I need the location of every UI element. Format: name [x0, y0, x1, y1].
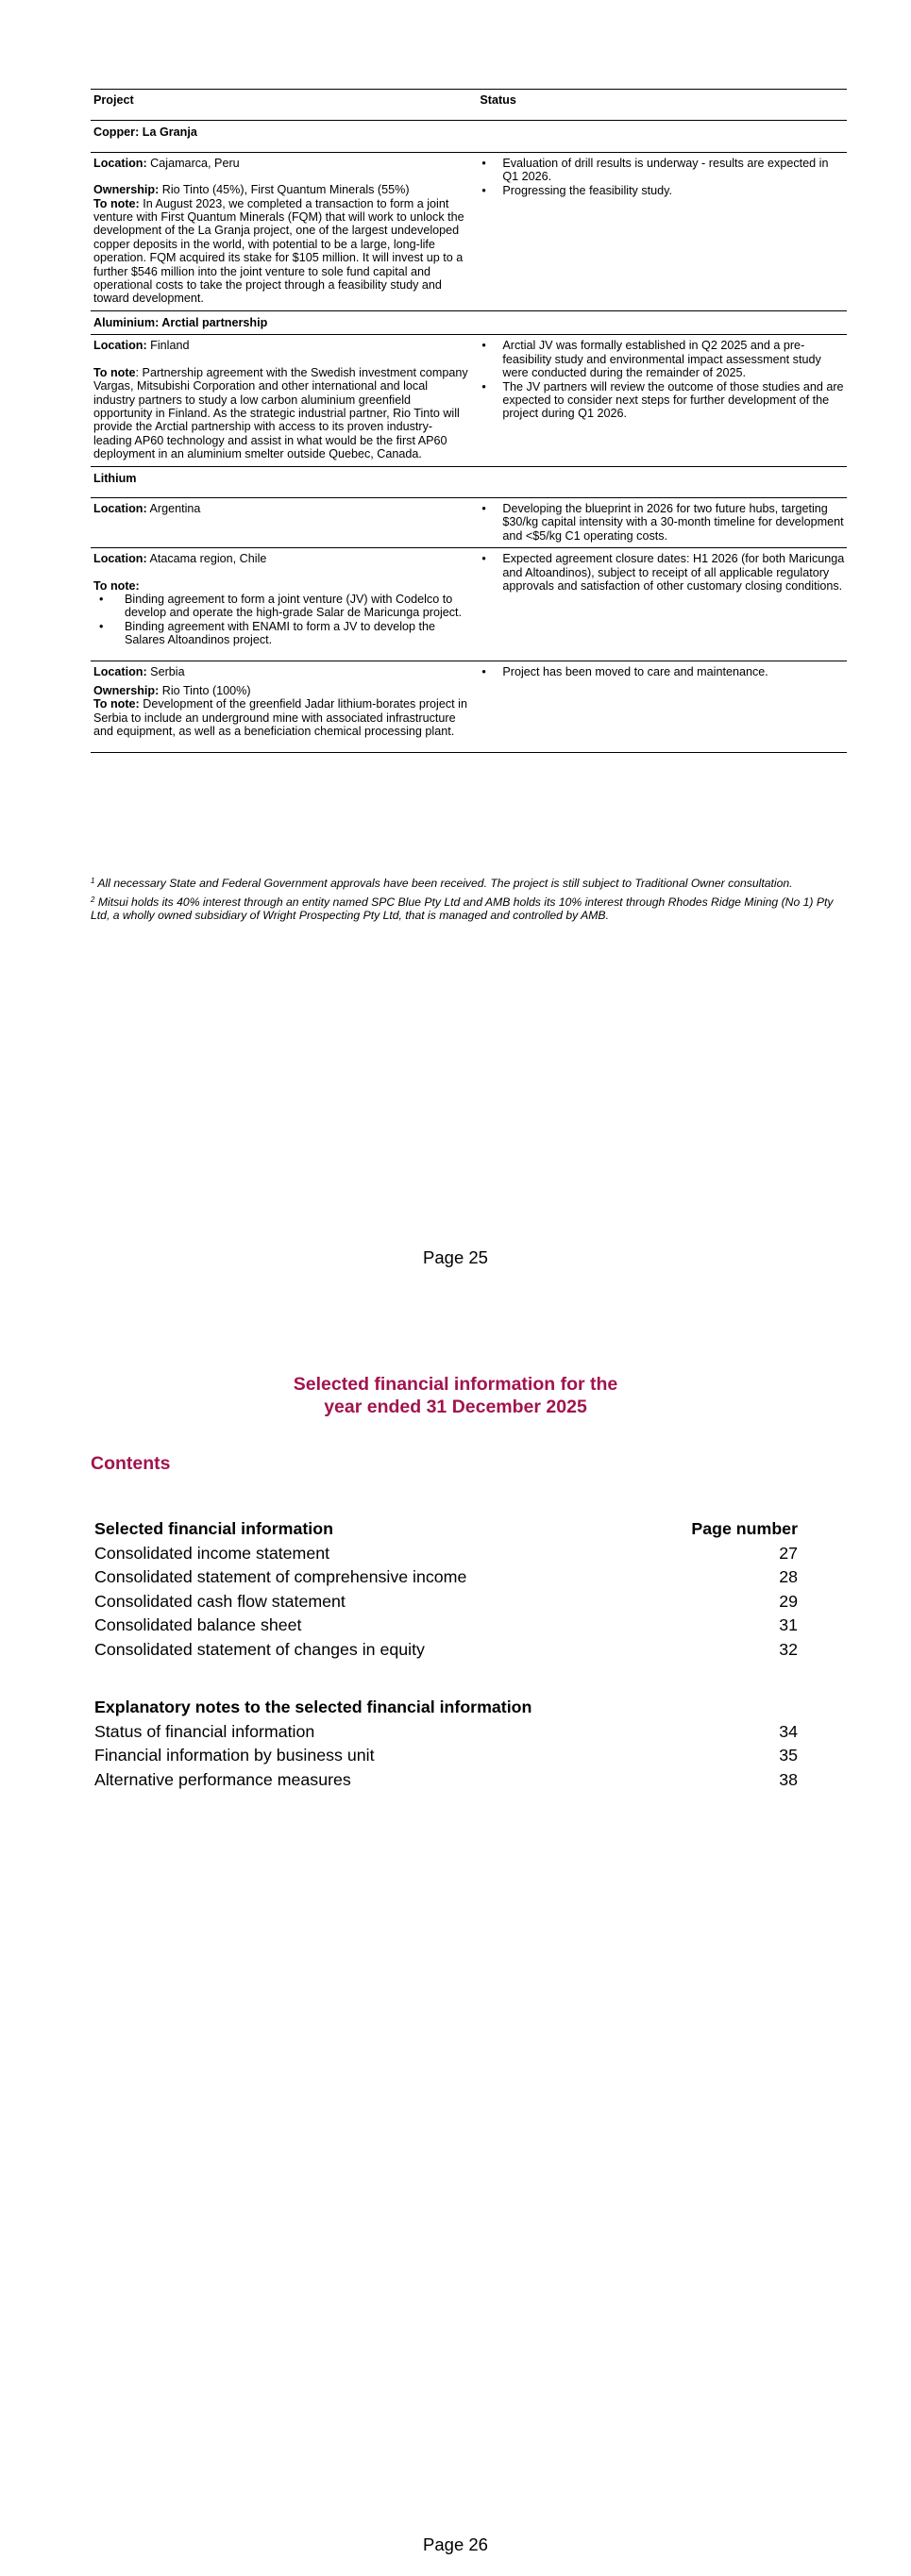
- toc-label: Consolidated statement of changes in equity: [94, 1639, 425, 1659]
- note-item: • Binding agreement with ENAMI to form a JV to develop the Salares Altoandinos project.: [93, 620, 470, 647]
- toc-row[interactable]: [94, 1768, 798, 1793]
- toc-page: 28: [779, 1567, 798, 1586]
- location-value: Argentina: [146, 501, 201, 515]
- location-value: Finland: [146, 339, 190, 353]
- header-status: Status: [472, 90, 847, 121]
- note-label: To note: [93, 365, 136, 379]
- footnote-text: All necessary State and Federal Government approvals have been received. The project is still subject to Traditional Owner consultation.: [94, 877, 793, 890]
- chile-status: [472, 548, 847, 661]
- page-number: Page 25: [423, 1247, 488, 1267]
- page-number: Page 26: [423, 2534, 488, 2554]
- toc-label: Alternative performance measures: [94, 1769, 351, 1789]
- toc-row[interactable]: [94, 1720, 798, 1745]
- toc-row[interactable]: [94, 1542, 798, 1566]
- location-label: Location:: [93, 156, 147, 170]
- arctial-details: [91, 335, 472, 466]
- header-project: Project: [91, 90, 472, 121]
- table-row-chile: [91, 548, 847, 661]
- toc-label: Consolidated cash flow statement: [94, 1591, 346, 1611]
- note-text: Development of the greenfield Jadar lithium-borates project in Serbia to include an underground mine with associated infrastructure and equipment, as well as a beneficiation chemical processing plant.: [93, 697, 467, 739]
- section-title-copper: Copper: La Granja: [91, 121, 847, 152]
- status-item: • Expected agreement closure dates: H1 2026 (for both Maricunga and Altoandinos), subject to receipt of all applicable regulatory approvals and satisfaction of other customary closing conditions.: [480, 552, 845, 593]
- toc-label: Status of financial information: [94, 1721, 315, 1741]
- toc-page: 38: [779, 1769, 798, 1789]
- toc-row[interactable]: [94, 1744, 798, 1768]
- location-label: Location:: [93, 339, 147, 353]
- note-text: In August 2023, we completed a transaction to form a joint venture with First Quantum Minerals (FQM) that will work to unlock the development of the La Granja project, one of the largest undeveloped copper deposits in the world, with potential to be a large, long-life operation. FQM acquired its stake for $105 million. It will invest up to a further $546 million into the joint venture to sole fund capital and operational costs to take the project through a feasibility study and toward development.: [93, 196, 464, 306]
- page-26: [0, 1288, 911, 2576]
- status-item: • The JV partners will review the outcome of those studies and are expected to consider next steps for further development of the project during Q1 2026.: [480, 380, 845, 421]
- toc-row[interactable]: [94, 1590, 798, 1614]
- page-title: [0, 1373, 911, 1418]
- toc-page-heading: Page number: [691, 1519, 798, 1538]
- toc-row[interactable]: [94, 1638, 798, 1663]
- toc-page: 32: [779, 1639, 798, 1659]
- toc-label: Financial information by business unit: [94, 1746, 375, 1765]
- footnotes: [91, 877, 847, 928]
- section-title-lithium: Lithium: [91, 466, 847, 497]
- toc-heading-row: [94, 1517, 798, 1542]
- note-label: To note:: [93, 196, 140, 210]
- location-value: Serbia: [146, 664, 185, 678]
- status-item: • Progressing the feasibility study.: [480, 184, 845, 197]
- toc-page: 29: [779, 1591, 798, 1611]
- toc-selected-financial-information: [94, 1517, 798, 1662]
- section-title-aluminium: Aluminium: Arctial partnership: [91, 310, 847, 334]
- toc-page: 27: [779, 1543, 798, 1563]
- status-item: • Project has been moved to care and maintenance.: [480, 665, 845, 678]
- status-item: • Arctial JV was formally established in Q2 2025 and a pre-feasibility study and environmental impact assessment study were conducted during the remainder of 2025.: [480, 339, 845, 379]
- footnote-mark: 2: [91, 895, 95, 904]
- status-item: • Evaluation of drill results is underway - results are expected in Q1 2026.: [480, 157, 845, 184]
- footnote-2: [91, 895, 847, 922]
- section-row-lithium: [91, 466, 847, 497]
- project-status-table: [91, 89, 847, 753]
- table-row-arctial: [91, 335, 847, 466]
- section-row-copper: [91, 121, 847, 152]
- argentina-status: [472, 497, 847, 547]
- location-label: Location:: [93, 664, 147, 678]
- table-row-argentina: [91, 497, 847, 547]
- serbia-status: [472, 661, 847, 752]
- la-granja-status: [472, 152, 847, 310]
- toc-page: 31: [779, 1615, 798, 1634]
- argentina-details: [91, 497, 472, 547]
- footnote-text: Mitsui holds its 40% interest through an entity named SPC Blue Pty Ltd and AMB holds its 10% interest through Rhodes Ridge Mining (No 1) Pty Ltd, a wholly owned subsidiary of Wright Prospecting Pty Ltd, that is managed and controlled by AMB.: [91, 895, 834, 922]
- toc-row[interactable]: [94, 1614, 798, 1638]
- footnote-1: [91, 877, 847, 890]
- ownership-value: Rio Tinto (45%), First Quantum Minerals (55%): [159, 183, 410, 197]
- toc-page: 34: [779, 1721, 798, 1741]
- table-header-row: [91, 90, 847, 121]
- table-row-serbia: [91, 661, 847, 752]
- ownership-label: Ownership:: [93, 183, 160, 197]
- toc-row[interactable]: [94, 1565, 798, 1590]
- contents-heading: Contents: [91, 1453, 171, 1474]
- note-label: To note:: [93, 578, 140, 593]
- la-granja-details: [91, 152, 472, 310]
- note-text: : Partnership agreement with the Swedish investment company Vargas, Mitsubishi Corporation and other international and local industry partners to study a low carbon aluminium greenfield opportunity in Finland. As the strategic industrial partner, Rio Tinto will provide the Arctial partnership with access to its proven industry-leading AP60 technology and assist in what would be the first AP60 deployment in an aluminium smelter outside Quebec, Canada.: [93, 365, 468, 461]
- table-row-la-granja: [91, 152, 847, 310]
- location-value: Cajamarca, Peru: [146, 156, 240, 170]
- chile-details: [91, 548, 472, 661]
- serbia-details: [91, 661, 472, 752]
- footnote-mark: 1: [91, 877, 95, 885]
- location-value: Atacama region, Chile: [146, 552, 267, 566]
- note-item: • Binding agreement to form a joint venture (JV) with Codelco to develop and operate the high-grade Salar de Maricunga project.: [93, 593, 470, 620]
- toc-heading: Explanatory notes to the selected financial information: [94, 1698, 532, 1716]
- toc-page: 35: [779, 1746, 798, 1765]
- toc-heading: Selected financial information: [94, 1519, 333, 1538]
- ownership-label: Ownership:: [93, 684, 160, 697]
- toc-explanatory-notes: [94, 1696, 798, 1792]
- location-label: Location:: [93, 501, 147, 515]
- title-line-1: Selected financial information for the: [293, 1374, 618, 1395]
- arctial-status: [472, 335, 847, 466]
- section-row-aluminium: [91, 310, 847, 334]
- title-line-2: year ended 31 December 2025: [324, 1397, 587, 1417]
- location-label: Location:: [93, 552, 147, 566]
- toc-label: Consolidated statement of comprehensive income: [94, 1567, 467, 1586]
- toc-heading-row: [94, 1696, 798, 1720]
- toc-label: Consolidated income statement: [94, 1543, 330, 1563]
- status-item: • Developing the blueprint in 2026 for two future hubs, targeting $30/kg capital intensity with a 30-month timeline for development and <$5/kg C1 operating costs.: [480, 502, 845, 543]
- ownership-value: Rio Tinto (100%): [159, 684, 251, 697]
- note-label: To note:: [93, 697, 140, 711]
- toc-label: Consolidated balance sheet: [94, 1615, 302, 1634]
